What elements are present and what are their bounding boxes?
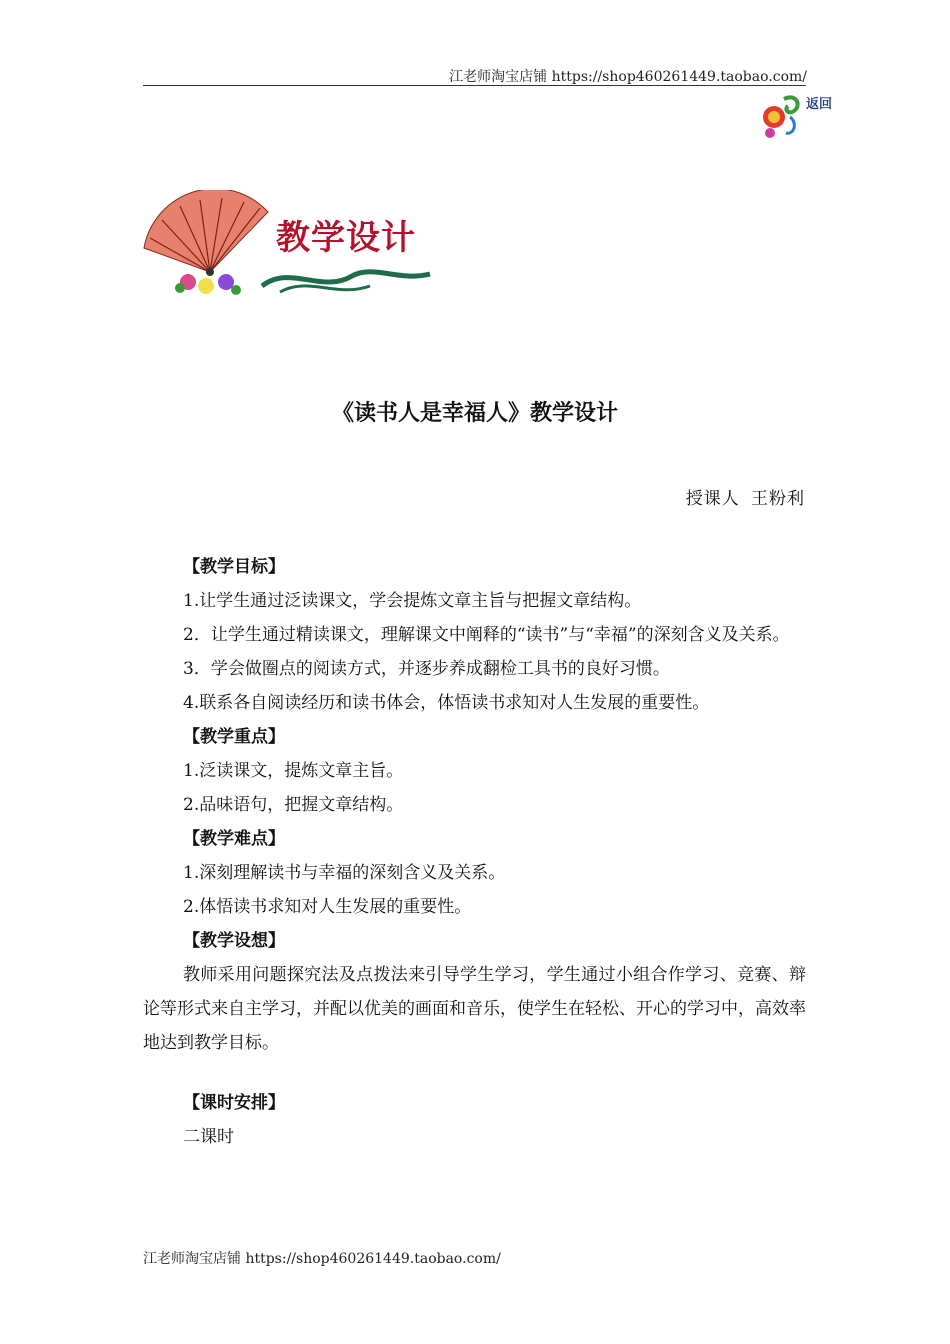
- return-button[interactable]: [760, 87, 845, 142]
- difficulty-item: 2.体悟读书求知对人生发展的重要性。: [183, 897, 472, 917]
- author-line: 授课人 王粉利: [685, 489, 805, 509]
- document-body: [143, 550, 806, 1154]
- key-point-item: 2.品味语句，把握文章结构。: [183, 795, 404, 815]
- section-heading-difficulties: 【教学难点】: [183, 829, 285, 849]
- document-title: 《读书人是幸福人》教学设计: [331, 401, 618, 426]
- section-heading-goals: 【教学目标】: [183, 557, 285, 577]
- design-paragraph: 教师采用问题探究法及点拨法来引导学生学习，学生通过小组合作学习、竞赛、辩论等形式来自主学习，并配以优美的画面和音乐，使学生在轻松、开心的学习中，高效率地达到教学目标。: [143, 965, 806, 1053]
- goal-item: 2．让学生通过精读课文，理解课文中阐释的“读书”与“幸福”的深刻含义及关系。: [183, 625, 790, 645]
- banner: [140, 190, 440, 300]
- header-shop-text: 江老师淘宝店铺 https://shop460261449.taobao.com/: [449, 69, 807, 85]
- footer-shop-text: 江老师淘宝店铺 https://shop460261449.taobao.com/: [143, 1251, 501, 1267]
- section-heading-design: 【教学设想】: [183, 931, 285, 951]
- difficulty-item: 1.深刻理解读书与幸福的深刻含义及关系。: [183, 863, 506, 883]
- goal-item: 4.联系各自阅读经历和读书体会，体悟读书求知对人生发展的重要性。: [183, 693, 710, 713]
- section-heading-schedule: 【课时安排】: [183, 1093, 285, 1113]
- key-point-item: 1.泛读课文，提炼文章主旨。: [183, 761, 404, 781]
- goal-item: 3．学会做圈点的阅读方式，并逐步养成翻检工具书的良好习惯。: [183, 659, 670, 679]
- section-heading-key-points: 【教学重点】: [183, 727, 285, 747]
- swirl-flower-icon: [760, 87, 805, 142]
- goal-item: 1.让学生通过泛读课文，学会提炼文章主旨与把握文章结构。: [183, 591, 642, 611]
- return-label: 返回: [806, 97, 833, 112]
- schedule-text: 二课时: [183, 1127, 234, 1147]
- banner-title: 教学设计: [276, 218, 416, 258]
- header-divider: [143, 85, 806, 86]
